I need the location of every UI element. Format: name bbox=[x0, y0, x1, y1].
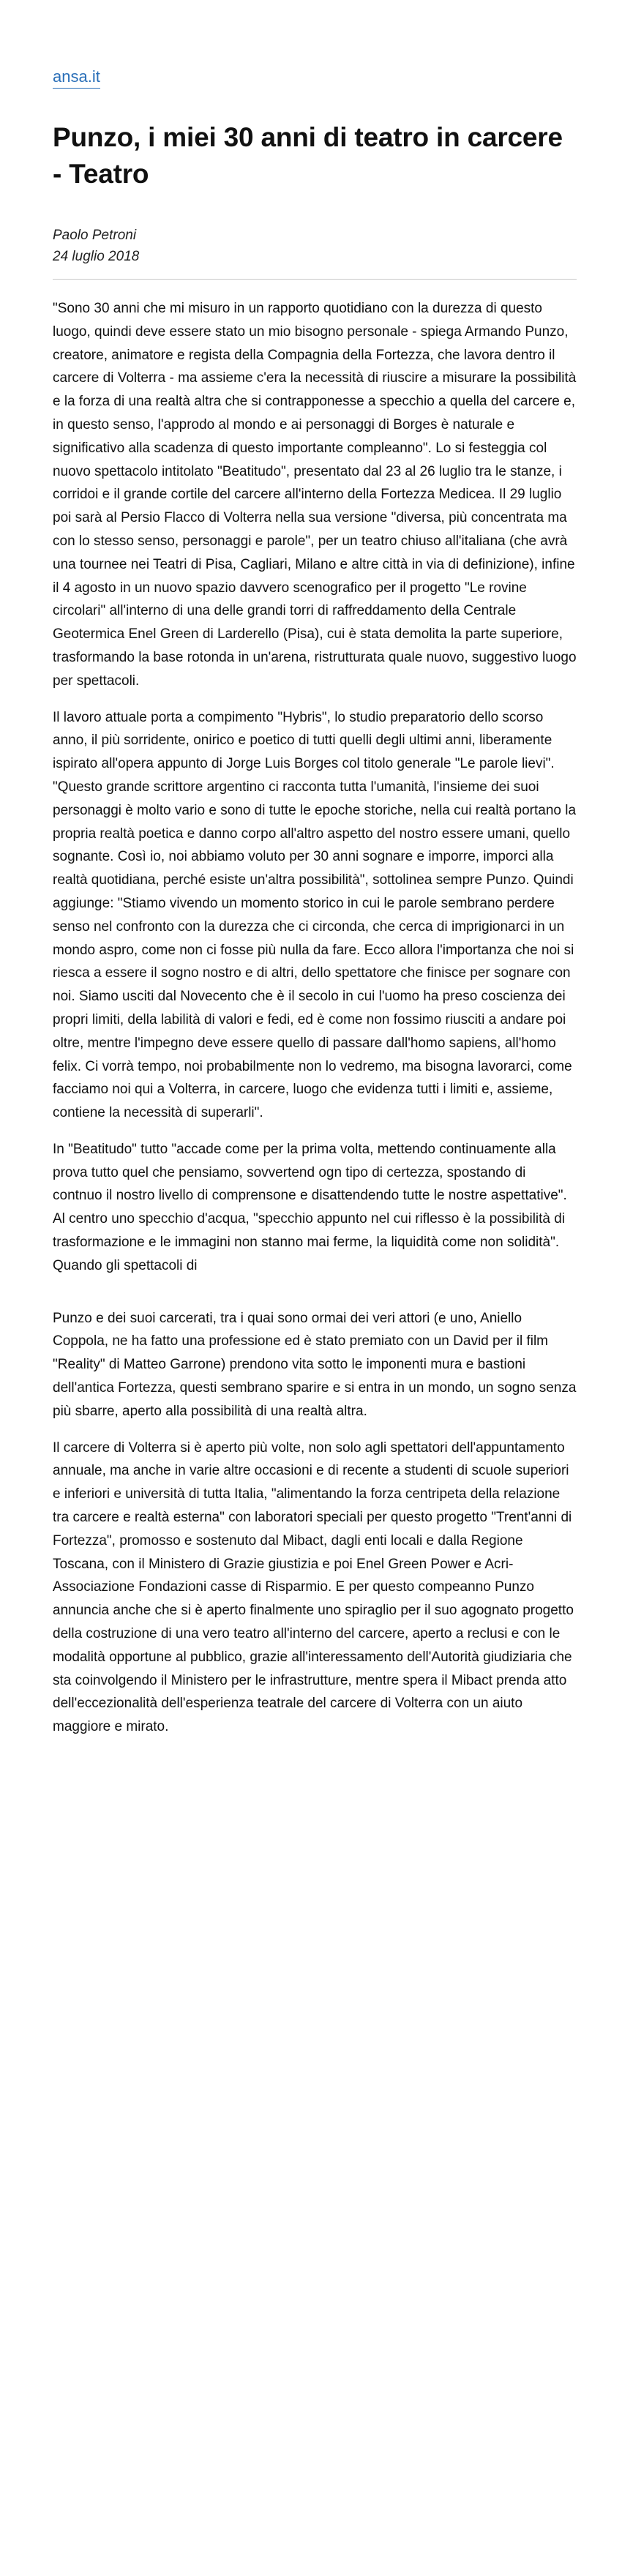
article-author: Paolo Petroni bbox=[53, 228, 137, 243]
article-date: 24 luglio 2018 bbox=[53, 249, 140, 264]
article-body bbox=[53, 297, 577, 1739]
article-title: Punzo, i miei 30 anni di teatro in carcere - Teatro bbox=[53, 122, 563, 189]
site-link[interactable]: ansa.it bbox=[53, 67, 100, 89]
header-divider bbox=[53, 279, 577, 280]
article-paragraph-3: In "Beatitudo" tutto "accade come per la prima volta, mettendo continuamente alla prova tutto quel che pensiamo, sovvertend ogn tipo di certezza, spostando di contnuo il nostro livello di comprensone e disattendendo tutte le nostre aspettative". Al centro uno specchio d'acqua, "specchio appunto nel cui riflesso è la possibilità di trasformazione e le immagini non stanno mai ferme, la liquidità come non solidità". Quando gli spettacoli di bbox=[53, 1141, 567, 1273]
article-paragraph-1: "Sono 30 anni che mi misuro in un rapporto quotidiano con la durezza di questo luogo, quindi deve essere stato un mio bisogno personale - spiega Armando Punzo, creatore, animatore e regista della Compagnia della Fortezza, che lavora dentro il carcere di Volterra - ma assieme c'era la necessità di riuscire a misurare la possibilità e la forza di una realtà altra che si contrapponesse a specchio a quella del carcere e, in questo senso, l'approdo al mondo e ai personaggi di Borges è naturale e significativo alla scadenza di questo importante compleanno". Lo si festeggia col nuovo spettacolo intitolato "Beatitudo", presentato dal 23 al 26 luglio tra le stanze, i corridoi e il grande cortile del carcere all'interno della Fortezza Medicea. Il 29 luglio poi sarà al Persio Flacco di Volterra nella sua versione "diversa, più concentrata ma con lo stesso senso, personaggi e parole", per un teatro chiuso all'italiana (che avrà una tournee nei Teatri di Pisa, Cagliari, Milano e altre città in via di definizione), infine il 4 agosto in un nuovo spazio davvero scenografico per il progetto "Le rovine circolari" all'interno di una delle grandi torri di raffreddamento della Centrale Geotermica Enel Green di Larderello (Pisa), cui è stata demolita la parte superiore, trasformando la base rotonda in un'arena, ristrutturata quale nuovo, suggestivo luogo per spettacoli. bbox=[53, 301, 577, 689]
byline bbox=[53, 225, 577, 267]
article-paragraph-2: Il lavoro attuale porta a compimento "Hybris", lo studio preparatorio dello scorso anno, il più sorridente, onirico e poetico di tutti quelli degli ultimi anni, liberamente ispirato all'opera appunto di Jorge Luis Borges col titolo generale "Le parole lievi". "Questo grande scrittore argentino ci racconta tutta l'umanità, l'insieme dei suoi personaggi è molto vario e sono di tutte le epoche storiche, nella cui realtà portano la propria realtà poetica e danno corpo all'altro aspetto del nostro essere umani, quello sognante. Così io, noi abbiamo voluto per 30 anni sognare e imporre, imporci alla realtà quotidiana, perché esiste un'altra possibilità", sottolinea sempre Punzo. Quindi aggiunge: "Stiamo vivendo un momento storico in cui le parole sembrano perdere senso nel confronto con la durezza che ci circonda, che cerca di imprigionarci in un mondo aspro, come non ci fosse più nulla da fare. Ecco allora l'importanza che noi si riesca a essere il sogno nostro e di altri, dello spettatore che finisce per sognare con noi. Siamo usciti dal Novecento che è il secolo in cui l'uomo ha preso coscienza dei propri limiti, della labilità di valori e fedi, ed è come non fossimo riusciti a andare poi oltre, mentre l'impegno deve essere quello di passare dall'homo sapiens, all'homo felix. Ci vorrà tempo, noi probabilmente non lo vedremo, ma bisogna lavorarci, come facciamo noi qui a Volterra, in carcere, luogo che evidenza tutti i limiti e, assieme, contiene la necessità di superarli". bbox=[53, 709, 577, 1121]
article-paragraph-4: Punzo e dei suoi carcerati, tra i quai sono ormai dei veri attori (e uno, Aniello Coppola, ne ha fatto una professione ed è stato premiato con un David per il film "Reality" di Matteo Garrone) prendono vita sotto le imponenti mura e bastioni dell'antica Fortezza, questi sembrano sparire e si entra in un mondo, un sogno senza più sbarre, aperto alla possibilità di una realtà altra. bbox=[53, 1310, 577, 1419]
article-paragraph-5: Il carcere di Volterra si è aperto più volte, non solo agli spettatori dell'appuntamento annuale, ma anche in varie altre occasioni e di recente a studenti di scuole superiori e inferiori e università di tutta Italia, "alimentando la forza centripeta della relazione tra carcere e realtà esterna" con laboratori speciali per questo progetto "Trent'anni di Fortezza", promosso e sostenuto dal Mibact, dagli enti locali e dalla Regione Toscana, con il Ministero di Grazie giustizia e poi Enel Green Power e Acri-Associazione Fondazioni casse di Risparmio. E per questo compeanno Punzo annuncia anche che si è aperto finalmente uno spiraglio per il suo agognato progetto della costruzione di una vero teatro all'interno del carcere, aperto a reclusi e con le modalità opportune al pubblico, grazie all'interessamento dell'Autorità giudiziaria che sta coinvolgendo il Ministero per le infrastrutture, mentre spera il Mibact prenda atto dell'eccezionalità dell'esperienza teatrale del carcere di Volterra con un aiuto maggiore e mirato. bbox=[53, 1439, 574, 1735]
